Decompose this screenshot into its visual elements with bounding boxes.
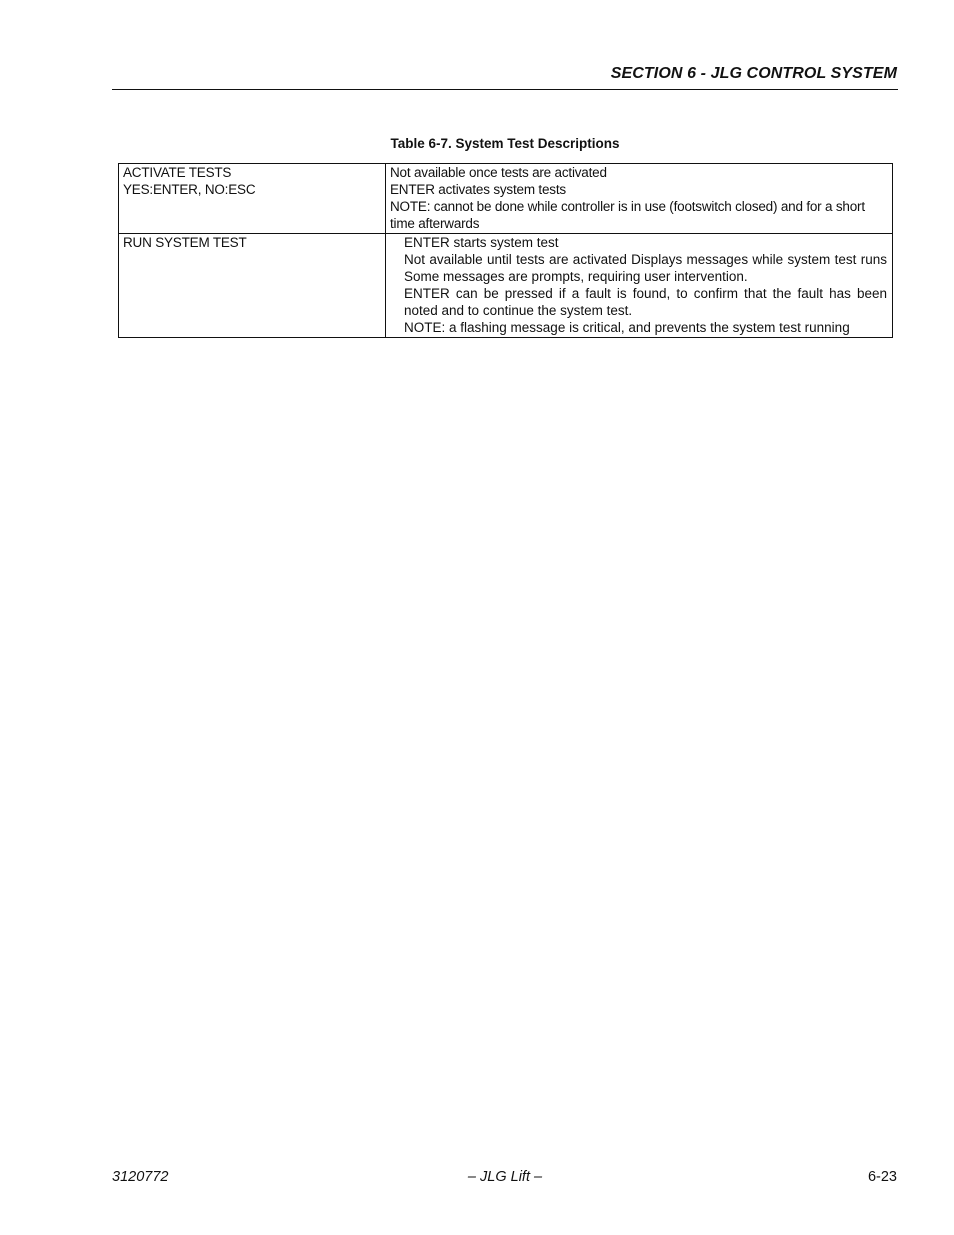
description-line: ENTER starts system test (404, 235, 559, 250)
description-line: ENTER activates system tests (390, 182, 566, 197)
test-name-line: ACTIVATE TESTS (123, 165, 232, 180)
table-caption: Table 6-7. System Test Descriptions (390, 136, 620, 151)
test-name-line: RUN SYSTEM TEST (123, 235, 247, 250)
description-line: NOTE: cannot be done while controller is in use (footswitch closed) and for a short time afterwards (390, 199, 865, 231)
description-line: NOTE: a flashing message is critical, and prevents the system test running (404, 320, 850, 335)
test-name-cell (119, 164, 386, 234)
header-rule (112, 89, 898, 90)
description-line: ENTER can be pressed if a fault is found, to confirm that the fault has been noted and to continue the system test. (404, 286, 887, 318)
test-name-cell (119, 234, 386, 338)
table-row (119, 234, 893, 338)
description-list (390, 234, 887, 336)
test-description-cell (386, 164, 893, 234)
description-line: Not available until tests are activated Displays messages while system test runs Some messages are prompts, requiring user intervention. (404, 252, 887, 284)
page-number: 6-23 (867, 1169, 897, 1185)
footer-brand: – JLG Lift – (467, 1169, 543, 1185)
table-row (119, 164, 893, 234)
section-title: SECTION 6 - JLG CONTROL SYSTEM (610, 65, 897, 82)
system-test-table (118, 163, 893, 338)
document-number: 3120772 (112, 1169, 169, 1185)
test-name-line: YES:ENTER, NO:ESC (123, 182, 256, 197)
description-line: Not available once tests are activated (390, 165, 607, 180)
test-description-cell (386, 234, 893, 338)
